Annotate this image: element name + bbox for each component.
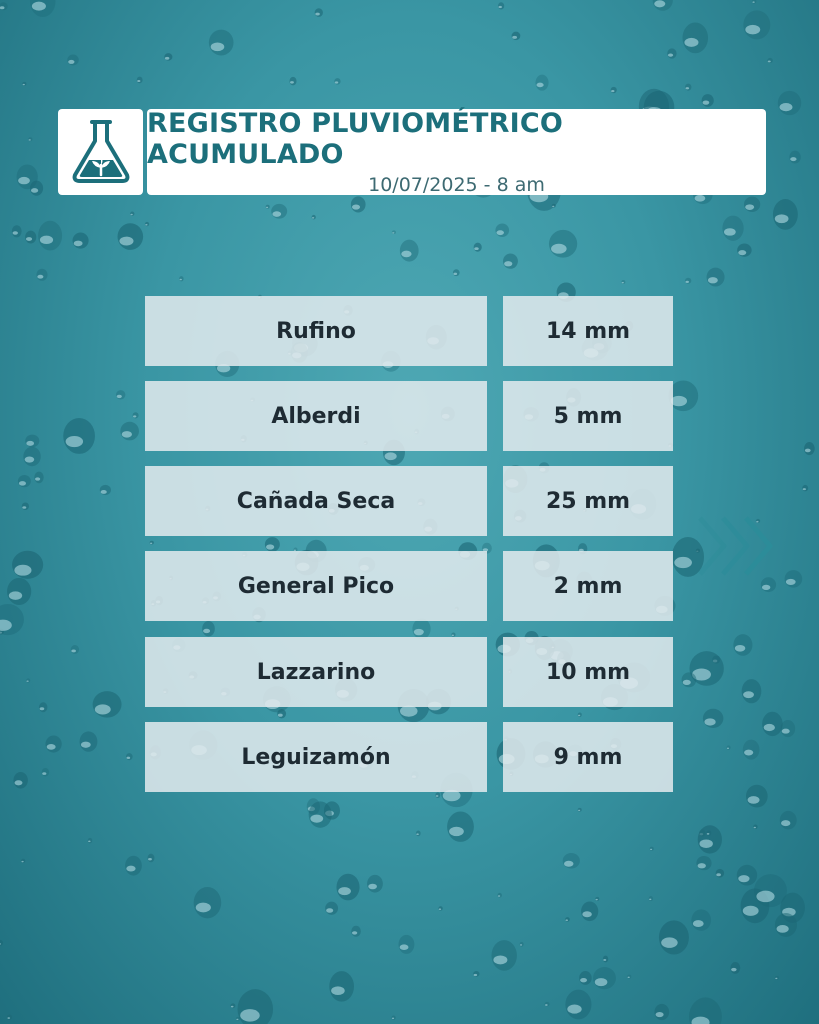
water-drop: [696, 856, 711, 870]
water-drop: [621, 280, 625, 284]
water-drop: [148, 854, 155, 863]
water-drop: [22, 502, 29, 510]
location-name: Alberdi: [145, 381, 487, 451]
water-drop: [474, 243, 482, 252]
water-drop: [164, 53, 172, 60]
table-row: [145, 466, 673, 536]
water-drop: [767, 58, 772, 63]
water-drop: [237, 989, 273, 1024]
water-drop: [329, 971, 354, 1002]
rainfall-value: 9 mm: [503, 722, 673, 792]
water-drop: [649, 896, 653, 901]
table-row: [145, 551, 673, 621]
water-drop: [351, 926, 361, 937]
water-drop: [578, 712, 582, 717]
water-drop: [611, 87, 617, 93]
water-drop: [742, 679, 762, 703]
water-drop: [71, 645, 79, 654]
water-drop: [780, 811, 797, 830]
water-drop: [804, 442, 815, 455]
water-drop: [707, 268, 725, 287]
location-name: Leguizamón: [145, 722, 487, 792]
water-drop: [312, 215, 316, 219]
water-drop: [503, 254, 518, 269]
water-drop: [145, 222, 149, 226]
water-drop: [367, 875, 383, 893]
water-drop: [289, 77, 296, 86]
water-drop: [23, 447, 40, 466]
water-drop: [689, 997, 722, 1024]
water-drop: [34, 472, 43, 484]
water-drop: [118, 223, 144, 250]
water-drop: [520, 942, 524, 947]
water-drop: [545, 1002, 550, 1006]
water-drop: [579, 971, 592, 985]
water-drop: [453, 269, 460, 276]
water-drop: [552, 204, 556, 208]
logo: [58, 109, 143, 195]
water-drop: [0, 604, 24, 635]
flask-plant-icon: [70, 119, 132, 185]
water-drop: [706, 830, 711, 835]
water-drop: [495, 224, 509, 238]
water-drop: [150, 541, 154, 545]
water-drop: [42, 768, 49, 777]
water-drop: [498, 893, 502, 898]
water-drop: [392, 230, 396, 234]
water-drop: [473, 971, 479, 977]
water-drop: [762, 712, 783, 736]
water-drop: [93, 691, 122, 717]
water-drop: [202, 621, 215, 637]
water-drop: [130, 212, 134, 216]
water-drop: [398, 935, 414, 954]
water-drop: [581, 901, 598, 921]
water-drop: [775, 976, 779, 980]
water-drop: [683, 22, 709, 53]
water-drop: [702, 94, 714, 107]
water-drop: [351, 196, 366, 212]
water-drop: [194, 887, 222, 918]
water-drop: [12, 551, 43, 579]
water-drop: [126, 753, 133, 760]
water-drop: [549, 230, 577, 258]
water-drop: [38, 221, 62, 251]
water-drop: [7, 1014, 12, 1020]
water-drop: [563, 853, 580, 869]
water-drop: [737, 865, 757, 886]
water-drop: [30, 181, 43, 196]
water-drop: [271, 204, 287, 219]
water-drop: [775, 913, 797, 937]
water-drop: [26, 678, 30, 682]
water-drop: [236, 1017, 240, 1021]
water-drop: [753, 824, 757, 829]
water-drop: [45, 735, 61, 752]
water-drop: [802, 485, 808, 491]
water-drop: [315, 8, 323, 17]
water-drop: [100, 485, 111, 495]
water-drop: [698, 825, 722, 853]
rainfall-value: 2 mm: [503, 551, 673, 621]
water-drop: [667, 48, 676, 58]
water-drop: [746, 785, 768, 808]
location-name: Cañada Seca: [145, 466, 487, 536]
water-drop: [512, 32, 521, 41]
water-drop: [416, 830, 421, 836]
water-drop: [654, 1004, 669, 1020]
water-drop: [778, 91, 801, 115]
water-drop: [730, 962, 740, 974]
water-drop: [88, 838, 92, 843]
water-drop: [209, 30, 234, 56]
location-name: General Pico: [145, 551, 487, 621]
water-drop: [743, 740, 760, 760]
title-box: [147, 109, 766, 195]
water-drop: [400, 240, 419, 262]
rainfall-value: 14 mm: [503, 296, 673, 366]
water-drop: [73, 233, 89, 249]
water-drop: [36, 269, 47, 281]
water-drop: [12, 225, 22, 237]
water-drop: [30, 0, 56, 17]
water-drop: [22, 82, 26, 86]
water-drop: [7, 578, 31, 605]
water-drop: [785, 570, 803, 588]
water-drop: [133, 412, 139, 418]
table-row: [145, 381, 673, 451]
water-drop: [265, 537, 280, 552]
water-drop: [685, 84, 691, 91]
water-drop: [491, 940, 516, 971]
water-drop: [25, 435, 39, 448]
water-drop: [0, 940, 3, 946]
water-drop: [722, 216, 743, 241]
water-drop: [0, 2, 8, 10]
water-drop: [650, 847, 654, 851]
water-drop: [435, 792, 440, 798]
next-slide-button[interactable]: [696, 512, 780, 584]
water-drop: [137, 77, 143, 84]
water-drop: [653, 0, 673, 11]
water-drop: [691, 909, 711, 930]
water-drop: [733, 634, 752, 656]
water-drop: [578, 808, 582, 812]
water-drop: [716, 869, 724, 878]
water-drop: [659, 920, 689, 954]
water-drop: [498, 2, 504, 9]
water-drop: [789, 151, 800, 164]
header: [58, 109, 766, 195]
water-drop: [447, 812, 474, 842]
water-drop: [28, 137, 32, 141]
water-drop: [603, 956, 608, 963]
water-drop: [13, 772, 27, 789]
water-drop: [727, 745, 731, 749]
water-drop: [120, 422, 139, 441]
page-title: REGISTRO PLUVIOMÉTRICO ACUMULADO: [147, 108, 564, 170]
date-time: 10/07/2025 - 8 am: [368, 174, 545, 196]
water-drop: [565, 990, 591, 1020]
water-drop: [627, 975, 631, 979]
water-drop: [682, 672, 697, 687]
water-drop: [685, 278, 691, 284]
water-drop: [25, 231, 36, 244]
water-drop: [116, 390, 125, 399]
water-drop: [277, 709, 286, 718]
water-drop: [744, 197, 760, 212]
table-row: [145, 637, 673, 707]
water-drop: [535, 75, 548, 91]
water-drop: [595, 897, 599, 901]
water-drop: [179, 276, 183, 281]
water-drop: [230, 1003, 235, 1008]
water-drop: [743, 10, 770, 39]
water-drop: [438, 906, 442, 910]
rainfall-value: 5 mm: [503, 381, 673, 451]
water-drop: [80, 731, 98, 751]
location-name: Rufino: [145, 296, 487, 366]
water-drop: [67, 55, 78, 66]
water-drop: [309, 801, 332, 827]
water-drop: [325, 902, 338, 915]
water-drop: [392, 1016, 396, 1020]
water-drop: [336, 874, 359, 901]
water-drop: [21, 859, 25, 863]
water-drop: [752, 0, 756, 4]
location-name: Lazzarino: [145, 637, 487, 707]
triple-chevron-right-icon: [696, 512, 780, 580]
rainfall-value: 25 mm: [503, 466, 673, 536]
water-drop: [266, 205, 270, 209]
water-drop: [334, 78, 340, 85]
table-row: [145, 722, 673, 792]
water-drop: [63, 418, 95, 454]
water-drop: [781, 720, 796, 737]
table-row: [145, 296, 673, 366]
water-drop: [565, 917, 570, 922]
water-drop: [703, 709, 724, 728]
rainfall-value: 10 mm: [503, 637, 673, 707]
water-drop: [773, 199, 798, 230]
water-drop: [18, 475, 31, 487]
water-drop: [125, 856, 142, 876]
water-drop: [593, 967, 616, 989]
water-drop: [737, 244, 751, 257]
water-drop: [39, 702, 47, 712]
